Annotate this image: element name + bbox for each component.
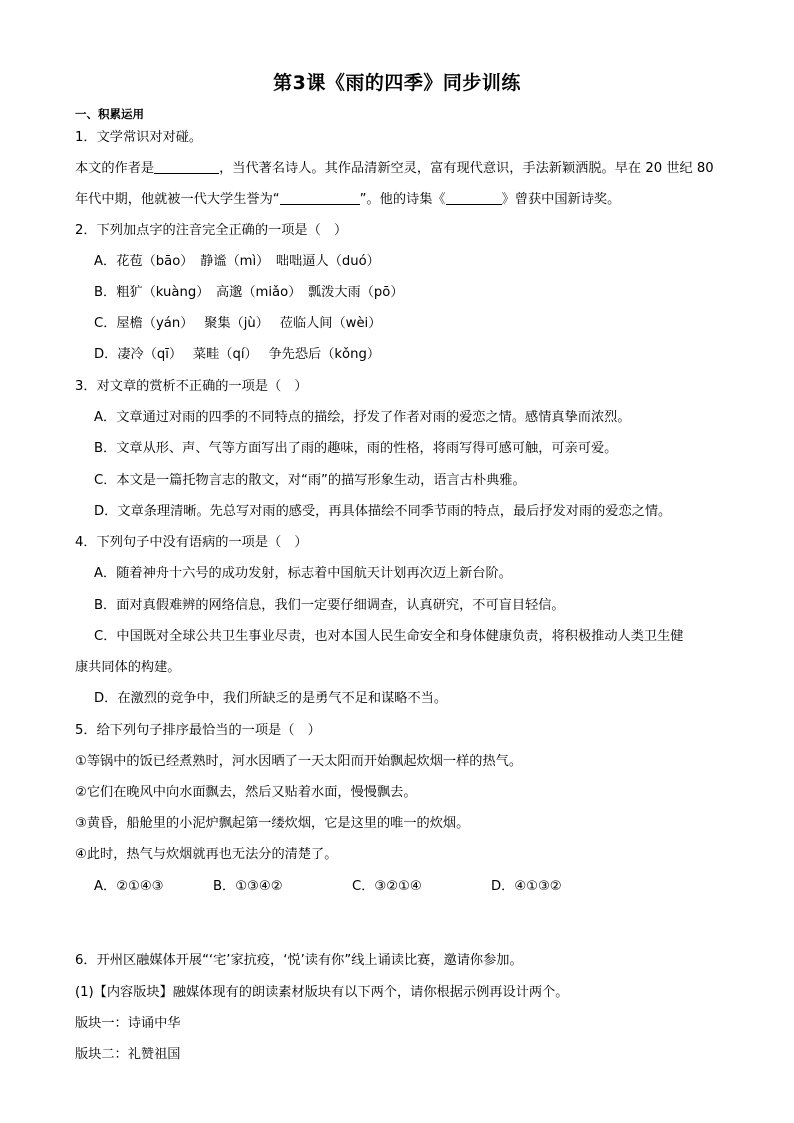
- q5-stem: 5．给下列句子排序最恰当的一项是（ ）: [75, 723, 321, 738]
- q3-option-a[interactable]: A．文章通过对雨的四季的不同特点的描绘，抒发了作者对雨的爱恋之情。感情真挚而浓烈。: [94, 410, 631, 425]
- q1-line2-a: 年代中期，他就被一代大学生誉为“: [75, 192, 280, 207]
- q6-subquestion-1: (1)【内容版块】融媒体现有的朗读素材版块有以下两个，请你根据示例再设计两个。: [75, 985, 569, 1000]
- q1-line1-a: 本文的作者是: [75, 161, 155, 176]
- q5-choice-c[interactable]: C．③②①④: [352, 879, 422, 894]
- section-heading: 一、积累运用: [75, 107, 144, 121]
- q1-line1: [75, 160, 714, 178]
- answer-blank[interactable]: [280, 191, 360, 205]
- q1-line2-c: 》曾获中国新诗奖。: [501, 192, 621, 207]
- page-title: 第3课《雨的四季》同步训练: [273, 72, 521, 94]
- q2-option-a[interactable]: A．花苞（bāo） 静谧（mì） 咄咄逼人（duó）: [94, 254, 380, 269]
- q2-option-d[interactable]: D．凄冷（qī） 菜畦（qí） 争先恐后（kǒng）: [94, 347, 381, 362]
- q2-option-c[interactable]: C．屋檐（yán） 聚集（jù） 莅临人间（wèi）: [94, 316, 382, 331]
- q6-block-2: 版块二：礼赞祖国: [75, 1047, 181, 1062]
- q5-choice-b[interactable]: B．①③④②: [213, 879, 283, 894]
- answer-blank[interactable]: [446, 191, 502, 205]
- q5-choice-a[interactable]: A．②①④③: [94, 879, 164, 894]
- q6-stem: 6．开州区融媒体开展“‘宅’家抗疫，‘悦’读有你”线上诵读比赛，邀请你参加。: [75, 953, 523, 968]
- q5-sentence-4: ④此时，热气与炊烟就再也无法分的清楚了。: [75, 847, 338, 862]
- q5-sentence-2: ②它们在晚风中向水面飘去，然后又贴着水面，慢慢飘去。: [75, 785, 417, 800]
- answer-blank[interactable]: [154, 160, 219, 174]
- q3-stem: 3．对文章的赏析不正确的一项是（ ）: [75, 379, 308, 394]
- q4-stem: 4．下列句子中没有语病的一项是（ ）: [75, 535, 308, 550]
- q2-option-b[interactable]: B．粗犷（kuàng） 高邈（miǎo） 瓢泼大雨（pō）: [94, 285, 404, 300]
- q4-option-c[interactable]: C．中国既对全球公共卫生事业尽责，也对本国人民生命安全和身体健康负责，将积极推动人类卫生健: [94, 629, 684, 644]
- q1-line2-b: ”。他的诗集《: [359, 192, 446, 207]
- q4-option-b[interactable]: B．面对真假难辨的网络信息，我们一定要仔细调查，认真研究，不可盲目轻信。: [94, 598, 565, 613]
- q5-sentence-1: ①等锅中的饭已经煮熟时，河水因晒了一天太阳而开始飘起炊烟一样的热气。: [75, 754, 523, 769]
- q5-choice-d[interactable]: D．④①③②: [491, 879, 562, 894]
- q2-stem: 2．下列加点字的注音完全正确的一项是（ ）: [75, 223, 348, 238]
- q6-block-1: 版块一：诗诵中华: [75, 1016, 181, 1031]
- q1-line1-b: ，当代著名诗人。其作品清新空灵，富有现代意识，手法新颖洒脱。早在 20 世纪 80: [219, 161, 714, 176]
- q4-option-c-continuation: 康共同体的构建。: [75, 660, 181, 675]
- q3-option-d[interactable]: D．文章条理清晰。先总写对雨的感受，再具体描绘不同季节雨的特点，最后抒发对雨的爱恋之情。: [94, 504, 672, 519]
- q5-sentence-3: ③黄昏，船舱里的小泥炉飘起第一缕炊烟，它是这里的唯一的炊烟。: [75, 816, 470, 831]
- q3-option-b[interactable]: B．文章从形、声、气等方面写出了雨的趣味，雨的性格，将雨写得可感可触，可亲可爱。: [94, 441, 618, 456]
- q1-stem: 1．文学常识对对碰。: [75, 130, 203, 145]
- q4-option-d[interactable]: D．在激烈的竞争中，我们所缺乏的是勇气不足和谋略不当。: [94, 691, 448, 706]
- q4-option-a[interactable]: A．随着神舟十六号的成功发射，标志着中国航天计划再次迈上新台阶。: [94, 566, 512, 581]
- q1-line2: [75, 191, 620, 209]
- q3-option-c[interactable]: C．本文是一篇托物言志的散文，对“雨”的描写形象生动，语言古朴典雅。: [94, 473, 526, 488]
